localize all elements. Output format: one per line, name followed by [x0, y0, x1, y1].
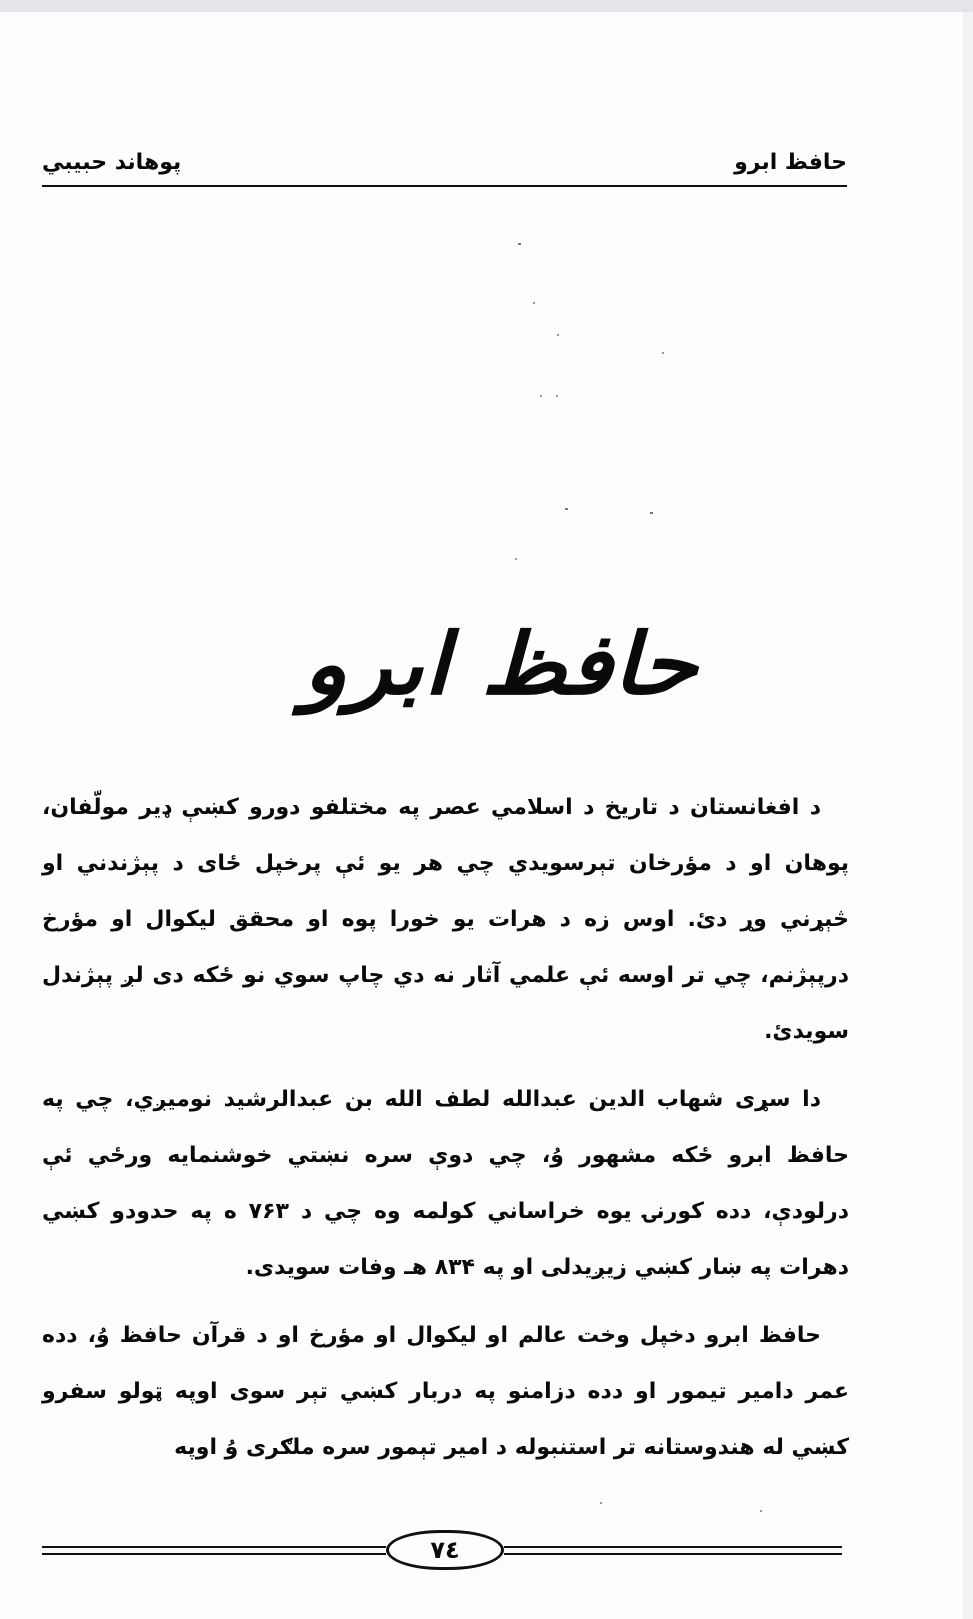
scan-right-edge [963, 12, 973, 1619]
scan-speck [518, 243, 521, 245]
footer-rule-right-bottom [504, 1553, 842, 1555]
scan-speck [515, 558, 517, 560]
scan-top-border [0, 0, 973, 12]
header-author: پوهاند حبیبي [42, 150, 182, 175]
scan-speck [533, 302, 535, 304]
footer-rule-right-top [504, 1546, 842, 1548]
header-book-title: حافظ ابرو [734, 150, 847, 175]
footer-rule-left-top [42, 1546, 386, 1548]
running-header [42, 147, 847, 183]
paragraph-2: دا سړی شهاب الدین عبدالله لطف الله بن عبدالرشید نومیږي، چي په حافظ ابرو ځکه مشهور وُ، چي دوې سره نښتي خوشنمایه ورځي ئې درلودې، دده کورنۍ یوه خراساني کولمه وه چي د ۷۶۳ ه په حدودو کښي دهرات په ښار کښي زیږیدلی او په ۸۳۴ هـ وفات سویدی. [42, 1087, 850, 1280]
paragraph-1: د افغانستان د تاریخ د اسلامي عصر په مختلفو دورو کښې ډیر مولّفان، پوهان او د مؤرخان تېرسویدي چي هر یو ئې پرخپل ځای د پېژندني او څېړني وړ دئ. اوس زه د هرات یو خورا پوه او محقق لیکوال او مؤرخ درپېژنم، چي تر اوسه ئې علمي آثار نه دي چاپ سوي نو ځکه دی لږ پېژندل سویدئ. [42, 795, 849, 1044]
paragraph-3: حافظ ابرو دخپل وخت عالم او لیکوال او مؤرخ او د قرآن حافظ وُ، دده عمر دامیر تیمور او دده دزامنو په دربار کښي تېر سوی اوپه ټولو سفرو کښي له هندوستانه تر استنبوله د امیر تېمور سره ملګری وُ اوپه [42, 1323, 849, 1460]
page-number: ٧٤ [386, 1530, 504, 1570]
body-text [42, 780, 849, 1488]
scan-speck [556, 395, 558, 397]
scan-speck [540, 395, 542, 397]
scan-speck [557, 334, 559, 336]
footer-rule-left-bottom [42, 1553, 386, 1555]
scan-speck [650, 512, 653, 514]
scan-speck [760, 1510, 762, 1512]
header-rule [42, 185, 847, 187]
scan-speck [600, 1502, 602, 1504]
scan-speck [565, 508, 568, 510]
page-footer [42, 1530, 842, 1574]
chapter-title: حافظ ابرو [302, 615, 698, 714]
scan-speck [662, 352, 664, 354]
